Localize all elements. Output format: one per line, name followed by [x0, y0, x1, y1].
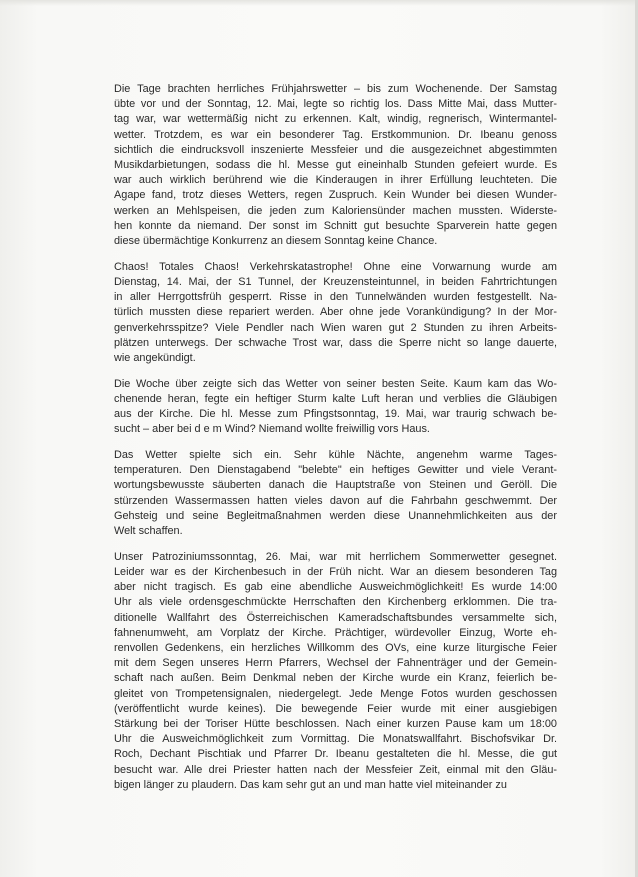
paragraph [114, 550, 557, 793]
text-line: war auch wirklich berührend wie die Kinderaugen in ihrer Erfüllung leuchteten. Die [114, 174, 558, 187]
paragraph [114, 448, 557, 539]
text-line: Roch, Dechant Pischtiak und Pfarrer Dr. Ibeanu gestalteten die hl. Messe, die gut [114, 748, 558, 761]
paragraph [114, 377, 557, 438]
text-line: mit dem Segen unseres Herrn Pfarrers, Wechsel der Fahnenträger und der Gemein- [114, 657, 557, 670]
text-line: chenende heran, fegte ein heftiger Sturm kalte Luft heran und verblies die Gläubigen [114, 392, 557, 405]
text-line: Leider war es der Kirchenbesuch in der Früh nicht. War an diesem besonderen Tag [114, 565, 558, 578]
text-line: Die Woche über zeigte sich das Wetter von seiner besten Seite. Kaum kam das Wo- [114, 377, 557, 390]
text-line: sucht – aber bei d e m Wind? Niemand wollte freiwillig vors Haus. [114, 423, 430, 436]
text-line: renvollen Gedenkens, ein herzliches Willkomm des OVs, eine kurze liturgische Feier [114, 641, 557, 654]
scan-edge-shadow [0, 0, 638, 6]
text-line: Agape fand, trotz dieses Wetters, regen Zuspruch. Kein Wunder bei diesen Wunder- [114, 189, 558, 202]
text-line: gleitet von Trompetensignalen, niedergelegt. Jede Menge Fotos wurden geschossen [114, 687, 557, 700]
text-line: ditionelle Wallfahrt des Österreichischen Kameradschaftsbundes versammelte sich, [114, 611, 557, 624]
text-line: wetter. Trotzdem, es war ein besonderer Tag. Erstkommunion. Dr. Ibeanu genoss [114, 128, 557, 141]
text-line: genverkehrsspitze? Viele Pendler nach Wien waren gut 2 Stunden zu ihren Arbeits- [114, 321, 558, 334]
text-line: fahnenumweht, am Vorplatz der Kirche. Prächtiger, würdevoller Einzug, Worte eh- [114, 626, 557, 639]
text-line: aber nicht tragisch. Es gab eine abendliche Ausweichmöglichkeit! Es wurde 14:00 [114, 581, 558, 594]
paragraph [114, 260, 557, 366]
text-line: tag war, war wettermäßig nicht zu erkennen. Kalt, windig, regnerisch, Wintermantel- [114, 113, 558, 126]
text-line: Gehsteig und seine Begleitmaßnahmen werden diese Unannehmlichkeiten aus der [114, 509, 557, 522]
text-line: hen konnte da niemand. Der sonst im Schnitt gut besuchte Sparverein hatte gegen [114, 219, 558, 232]
text-line: temperaturen. Den Dienstagabend "belebte" ein heftiges Gewitter und viele Verant- [114, 464, 557, 477]
article-text [114, 82, 557, 803]
text-line: in aller Herrgottsfrüh gesperrt. Risse in den Tunnelwänden wurden festgestellt. Na- [114, 291, 558, 304]
text-line: aus der Kirche. Die hl. Messe zum Pfingstsonntag, 19. Mai, war traurig schwach be- [114, 408, 557, 421]
text-line: (veröffentlicht wurde keines). Die bewegende Feier wurde mit einer ausgiebigen [114, 702, 558, 715]
text-line: stürzenden Wassermassen hatten vieles davon auf die Fahrbahn geschwemmt. Der [114, 494, 557, 507]
text-line: Dienstag, 14. Mai, der S1 Tunnel, der Kreuzensteintunnel, in beiden Fahrtrichtungen [114, 275, 558, 288]
text-line: Das Wetter spielte sich ein. Sehr kühle Nächte, angenehm warme Tages- [114, 448, 558, 461]
text-line: wie angekündigt. [114, 351, 196, 364]
text-line: plätzen unterwegs. Der schwache Trost war, dass die Sperre nicht so lange dauerte, [114, 336, 558, 349]
text-line: Die Tage brachten herrliches Frühjahrswetter – bis zum Wochenende. Der Samstag [114, 83, 557, 95]
text-line: übte vor und der Sonntag, 12. Mai, legte so richtig los. Dass Mitte Mai, dass Mutter- [114, 98, 558, 111]
text-line: Stärkung bei der Toriser Hütte beschlossen. Nach einer kurzen Pause kam um 18:00 [114, 717, 557, 730]
text-line: Musikdarbietungen, sodass die hl. Messe gut eineinhalb Stunden gefeiert wurde. Es [114, 159, 558, 172]
text-line: Welt schaffen. [114, 524, 183, 537]
text-line: Chaos! Totales Chaos! Verkehrskatastrophe! Ohne eine Vorwarnung wurde am [114, 260, 557, 273]
text-line: Unser Patroziniumssonntag, 26. Mai, war mit herrlichem Sommerwetter gesegnet. [114, 550, 558, 563]
text-line: wortungsbewusste säuberten danach die Hauptstraße von Steinen und Geröll. Die [114, 479, 557, 492]
paragraph [114, 82, 557, 249]
text-line: bigen länger zu plaudern. Das kam sehr gut an und man hatte viel miteinander zu [114, 778, 507, 791]
text-line: Uhr die Ausweichmöglichkeit zum Vormittag. Die Monatswallfahrt. Bischofsvikar Dr. [114, 733, 558, 746]
text-line: Uhr als viele ordensgeschmückte Herrschaften den Kirchenberg erklommen. Die tra- [114, 596, 558, 609]
text-line: besucht war. Alle drei Priester hatten nach der Messfeier Zeit, einmal mit den Gläu- [114, 763, 558, 776]
text-line: sichtlich die eindrucksvoll inszenierte Messfeier und die ausgezeichnet abgestimmten [114, 143, 557, 156]
text-line: schaft nach außen. Beim Denkmal neben der Kirche wurde ein Kranz, feierlich be- [114, 672, 557, 685]
text-line: türlich mussten diese repariert werden. Aber ohne jede Vorankündigung? In der Mor- [114, 306, 558, 319]
text-line: diese übermächtige Konkurrenz an diesem Sonntag keine Chance. [114, 235, 438, 248]
text-line: werken an Mehlspeisen, die jeden zum Kaloriensünder machen mussten. Widerste- [114, 204, 558, 217]
